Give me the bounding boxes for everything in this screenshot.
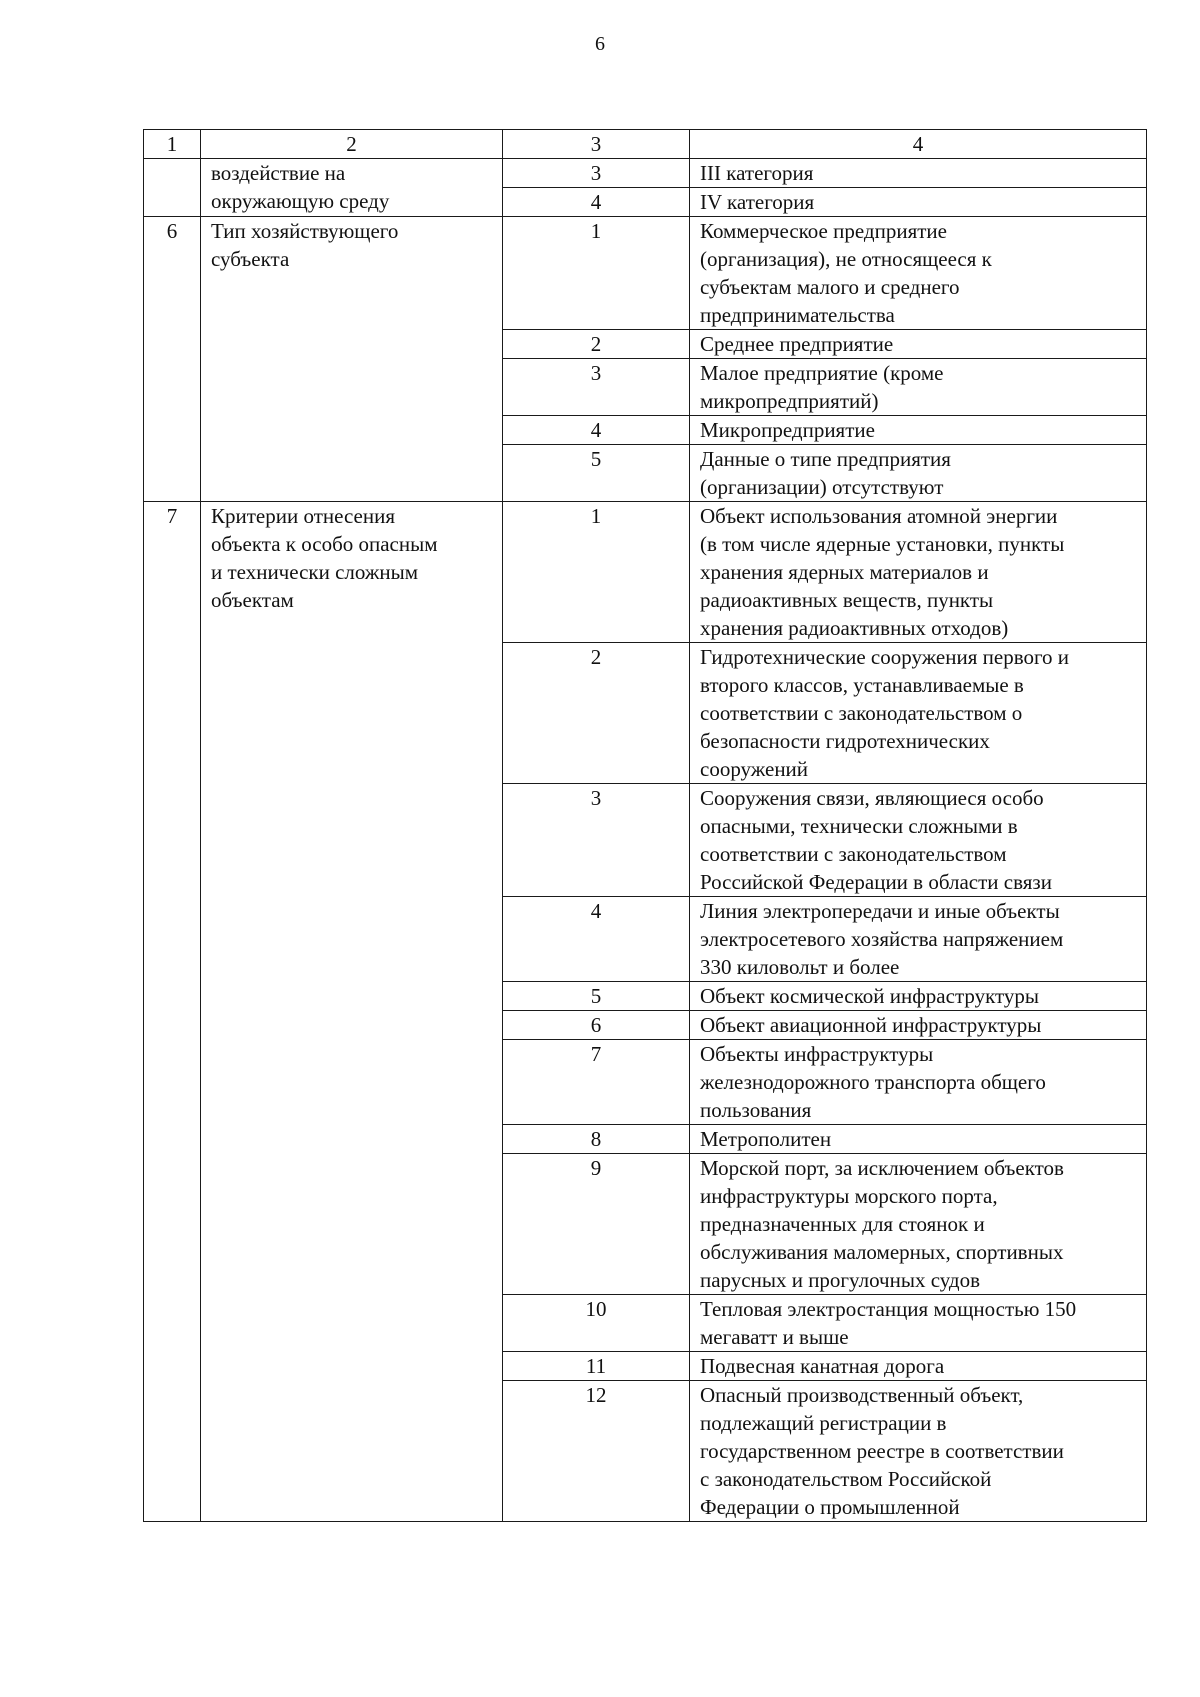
group-number-cell: [144, 159, 201, 217]
description-cell: Опасный производственный объект, подлежащий регистрации в государственном реестре в соответствии с законодательством Российской Федерации о промышленной: [690, 1381, 1147, 1522]
code-cell: 3: [503, 784, 690, 897]
code-cell: 1: [503, 502, 690, 643]
description-cell: Линия электропередачи и иные объекты электросетевого хозяйства напряжением 330 киловольт и более: [690, 897, 1147, 982]
code-cell: 12: [503, 1381, 690, 1522]
code-cell: 3: [503, 359, 690, 416]
code-cell: 9: [503, 1154, 690, 1295]
description-cell: Малое предприятие (кроме микропредприятий): [690, 359, 1147, 416]
table-row: [144, 502, 1147, 643]
description-cell: Коммерческое предприятие (организация), не относящееся к субъектам малого и среднего предпринимательства: [690, 217, 1147, 330]
description-cell: Подвесная канатная дорога: [690, 1352, 1147, 1381]
classification-table: [143, 129, 1147, 1522]
code-cell: 7: [503, 1040, 690, 1125]
code-cell: 5: [503, 445, 690, 502]
description-cell: Объект использования атомной энергии (в том числе ядерные установки, пункты хранения ядерных материалов и радиоактивных веществ, пункты хранения радиоактивных отходов): [690, 502, 1147, 643]
description-cell: Данные о типе предприятия (организации) отсутствуют: [690, 445, 1147, 502]
code-cell: 1: [503, 217, 690, 330]
code-cell: 8: [503, 1125, 690, 1154]
code-cell: 11: [503, 1352, 690, 1381]
description-cell: Метрополитен: [690, 1125, 1147, 1154]
header-cell-3: 3: [503, 130, 690, 159]
group-number-cell: 6: [144, 217, 201, 502]
header-row: [144, 130, 1147, 159]
description-cell: Микропредприятие: [690, 416, 1147, 445]
description-cell: Объекты инфраструктуры железнодорожного транспорта общего пользования: [690, 1040, 1147, 1125]
description-cell: Сооружения связи, являющиеся особо опасными, технически сложными в соответствии с законодательством Российской Федерации в области связи: [690, 784, 1147, 897]
group-title: воздействие на окружающую среду: [201, 159, 503, 217]
code-cell: 6: [503, 1011, 690, 1040]
description-cell: Среднее предприятие: [690, 330, 1147, 359]
description-cell: Тепловая электростанция мощностью 150 мегаватт и выше: [690, 1295, 1147, 1352]
code-cell: 10: [503, 1295, 690, 1352]
table-row: [144, 217, 1147, 330]
code-cell: 2: [503, 330, 690, 359]
table-row: [144, 159, 1147, 188]
header-cell-2: 2: [201, 130, 503, 159]
description-cell: IV категория: [690, 188, 1147, 217]
description-cell: Объект авиационной инфраструктуры: [690, 1011, 1147, 1040]
group-number-cell: 7: [144, 502, 201, 1522]
description-cell: Объект космической инфраструктуры: [690, 982, 1147, 1011]
code-cell: 4: [503, 416, 690, 445]
code-cell: 4: [503, 188, 690, 217]
group-title: Критерии отнесения объекта к особо опасным и технически сложным объектам: [201, 502, 503, 1522]
code-cell: 4: [503, 897, 690, 982]
code-cell: 3: [503, 159, 690, 188]
code-cell: 2: [503, 643, 690, 784]
description-cell: Гидротехнические сооружения первого и второго классов, устанавливаемые в соответствии с законодательством о безопасности гидротехнических сооружений: [690, 643, 1147, 784]
page-number: 6: [595, 33, 605, 55]
header-cell-4: 4: [690, 130, 1147, 159]
code-cell: 5: [503, 982, 690, 1011]
group-title: Тип хозяйствующего субъекта: [201, 217, 503, 502]
description-cell: Морской порт, за исключением объектов инфраструктуры морского порта, предназначенных для стоянок и обслуживания маломерных, спортивных парусных и прогулочных судов: [690, 1154, 1147, 1295]
header-cell-1: 1: [144, 130, 201, 159]
description-cell: III категория: [690, 159, 1147, 188]
